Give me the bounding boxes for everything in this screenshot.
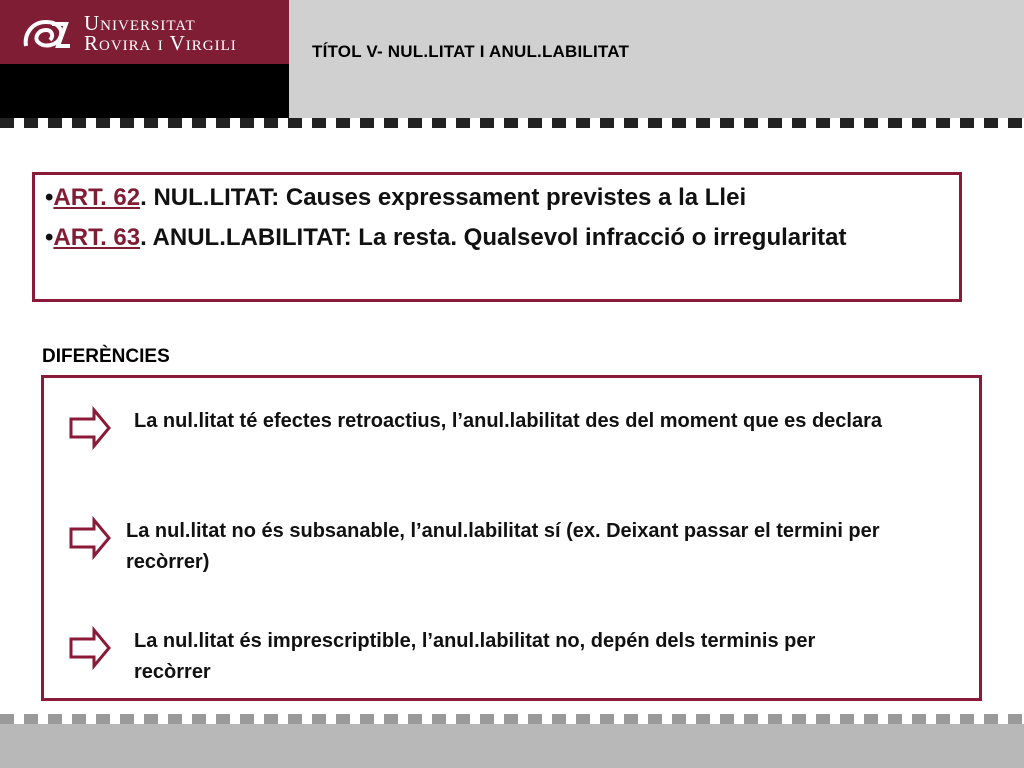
differences-box — [41, 375, 982, 701]
arrow-right-icon — [68, 626, 112, 670]
difference-item — [68, 516, 968, 578]
difference-item — [68, 406, 928, 450]
arrow-right-icon — [68, 516, 112, 560]
slide-title: TÍTOL V- NUL.LITAT I ANUL.LABILITAT — [312, 42, 630, 61]
differences-title: DIFERÈNCIES — [42, 346, 170, 367]
university-logo-icon — [22, 16, 74, 54]
article-63: •ART. 63. ANUL.LABILITAT: La resta. Qualsevol infracció o irregularitat — [45, 224, 847, 251]
university-line1: Universitat — [84, 11, 196, 35]
article-62-text: . NUL.LITAT: Causes expressament previstes a la Llei — [140, 184, 747, 211]
arrow-right-icon — [68, 406, 112, 450]
article-62: •ART. 62. NUL.LITAT: Causes expressament previstes a la Llei — [45, 184, 747, 211]
article-62-link[interactable]: ART. 62 — [53, 184, 141, 211]
articles-box — [32, 172, 962, 302]
difference-text: La nul.litat té efectes retroactius, l’anul.labilitat des del moment que es declara — [134, 410, 882, 432]
university-name — [84, 11, 237, 55]
difference-item — [68, 626, 928, 688]
brand-banner — [0, 0, 289, 64]
article-63-text: . ANUL.LABILITAT: La resta. Qualsevol infracció o irregularitat — [140, 224, 847, 251]
brand-black-block — [0, 64, 289, 118]
bottom-dashed-divider — [0, 714, 1024, 724]
top-dashed-divider — [0, 118, 1024, 128]
university-line2: Rovira i Virgili — [84, 31, 237, 55]
article-63-link[interactable]: ART. 63 — [53, 224, 141, 251]
difference-text: La nul.litat no és subsanable, l’anul.labilitat sí (ex. Deixant passar el termini per recòrrer) — [126, 520, 880, 573]
difference-text: La nul.litat és imprescriptible, l’anul.labilitat no, depén dels terminis per recòrrer — [134, 630, 816, 683]
footer-band — [0, 724, 1024, 768]
